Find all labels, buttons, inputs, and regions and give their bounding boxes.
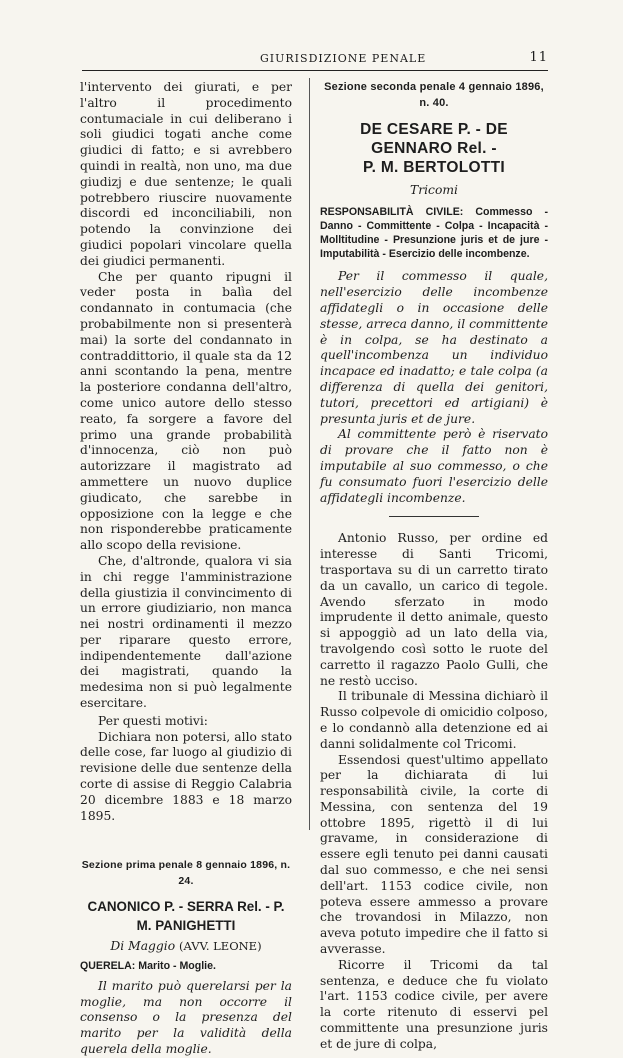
case-subject: RESPONSABILITÀ CIVILE: Commesso - Danno - Committente - Colpa - Incapacità - Molltitudine - Presunzione juris et de jure - Imputabilità - Esercizio delle incombenze. [320,206,548,261]
page-number: 11 [529,50,548,65]
case-subject: QUERELA: Marito - Moglie. [80,959,216,972]
paragraph: Dichiara non potersi, allo stato delle cose, far luogo al giudizio di revisione delle due sentenze della corte di assise di Reggio Calabria 20 dicembre 1883 e 18 marzo 1895. [80,729,292,823]
court-name [80,939,292,955]
case-maxim: Al committente però è riservato di provare che il fatto non è imputabile al suo commesso, o che fu consumato fuori l'esercizio delle affidategli incombenze. [320,427,548,505]
paragraph: Il tribunale di Messina dichiarò il Russo colpevole di omicidio colposo, e lo condannò alla detenzione ed ai danni solidalmente col Tricomi. [320,689,548,751]
case-section-heading: Sezione prima penale 8 gennaio 1896, n. 24. [81,859,291,888]
left-column [80,80,292,1058]
paragraph: Per questi motivi: [98,713,208,728]
case-parties: CANONICO P. - SERRA Rel. - P. M. PANIGHETTI [87,899,285,934]
paragraph: Antonio Russo, per ordine ed interesse di Santi Tricomi, trasportava su di un carretto tirato da un cavallo, un carico di tegole. Avendo sferzato in modo imprudente il detto animale, questo si appoggiò ad un lato della via, travolgendo così sotto le ruote del carretto il ragazzo Paolo Gulli, che ne restò ucciso. [320,531,548,688]
court-note: (AVV. LEONE) [179,939,262,954]
paragraph: Che per quanto ripugni il veder posta in balìa del condannato in contumacia (che probabilmente non si presenterà mai) la sorte del condannato in contraddittorio, il quale sta da 12 anni scontando la pena, mentre la posteriore condanna dell'altro, come unico autore dello stesso reato, fa sorgere a favore del primo una grande probabilità d'innocenza, ciò non può autorizzare il magistrato ad ammettere un nuovo duplice giudicato, che sarebbe in opposizione con la legge e che non risponderebbe praticamente allo scopo della revisione. [80,269,292,553]
header-rule [82,70,548,71]
case-maxim: Il marito può querelarsi per la moglie, ma non occorre il consenso o la presenza del marito per la validità della querela della moglie. [80,978,292,1057]
case-section-heading: Sezione seconda penale 4 gennaio 1896, n. 40. [324,81,544,109]
court-name: Tricomi [410,182,458,197]
case-parties-line1: DE CESARE P. - DE GENNARO Rel. - [360,120,508,157]
court-name-text: Di Maggio [110,939,176,954]
case-maxim: Per il commesso il quale, nell'esercizio delle incombenze affidategli o in occasione delle stesse, arreca danno, il committente è in colpa, se ha destinato a quell'incombenza un individuo incapace ed inadatto; e tale colpa (a differenza di quella dei genitori, tutori, precettori ed artigiani) è presunta juris et de jure. [320,269,548,426]
column-divider [309,78,310,830]
page-header [82,50,548,70]
paragraph: l'intervento dei giurati, e per l'altro il procedimento contumaciale in cui deliberano i soli giudici togati anche come giudici di fatto; e si avrebbero quindi in realtà, non uno, ma due giudizj e due sentenze; le quali potrebbero riuscire nuovamente discordi ed inconciliabili, non potendo la convinzione dei giudici popolari vincolare quella dei giudici permanenti. [80,80,292,268]
paragraph: Ricorre il Tricomi da tal sentenza, e deduce che fu violato l'art. 1153 codice civile, per avere la corte ritenuto di esservi pel committente una presunzione juris et de jure di colpa, [320,957,548,1051]
running-title: GIURISDIZIONE PENALE [260,52,427,65]
paragraph: Essendosi quest'ultimo appellato per la dichiarata di lui responsabilità civile, la corte di Messina, con sentenza del 19 ottobre 1895, rigettò il di lui gravame, in considerazione di essere egli tenuto pei danni causati dal suo commesso, e che nei sensi dell'art. 1153 codice civile, non poteva essere ammesso a provare che trovandosi in Milazzo, non aveva potuto impedire che il fatto si avverasse. [320,752,548,957]
right-column [320,80,548,1053]
case-parties-line2: P. M. BERTOLOTTI [362,158,505,176]
paragraph: Che, d'altronde, qualora vi sia in chi regge l'amministrazione della giustizia il convincimento di un errore giudiziario, non manca nei nostri ordinamenti il mezzo per riparare questo errore, indipendentemente dall'azione dei magistrati, quando la medesima non si può legalmente esercitare. [80,553,292,711]
